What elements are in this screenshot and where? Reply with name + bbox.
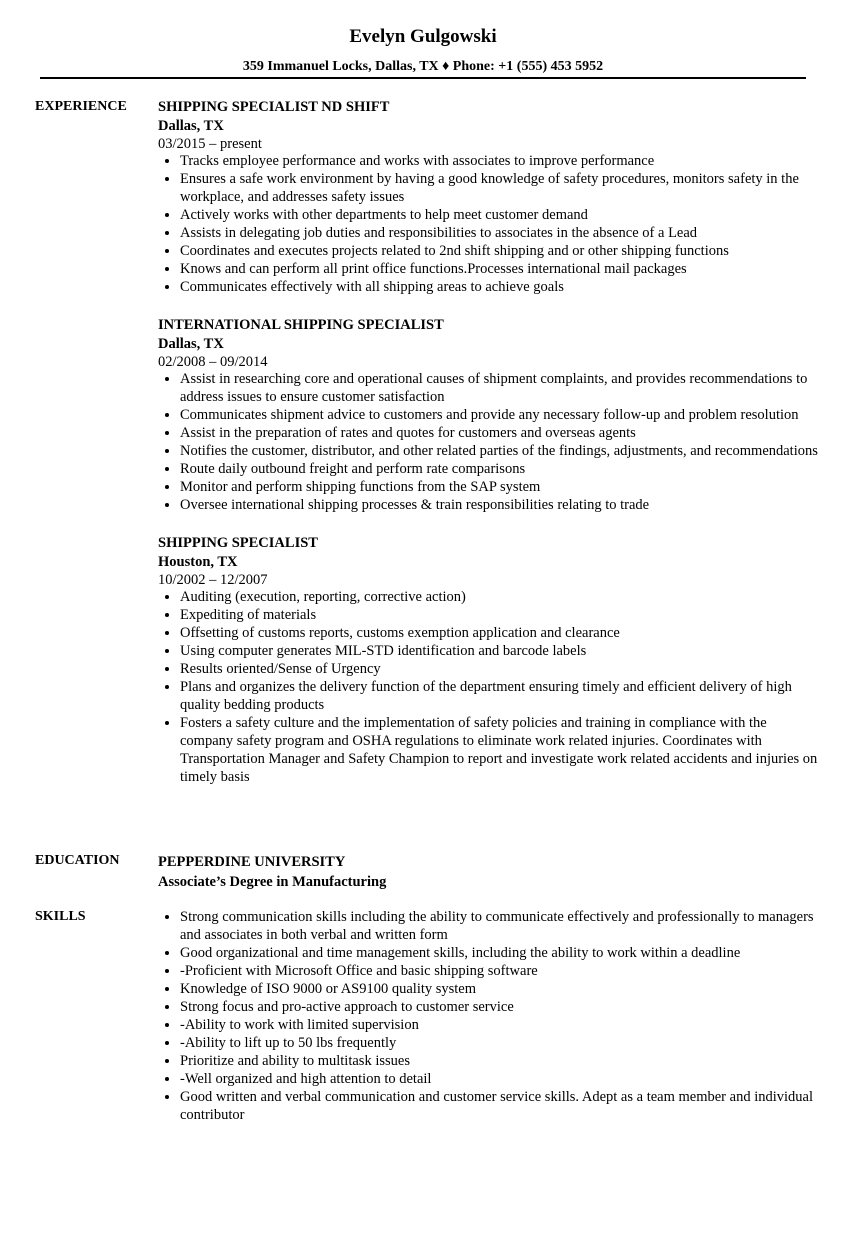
job-bullet: • Auditing (execution, reporting, corrective action) (180, 588, 818, 606)
skill-item: • Strong focus and pro-active approach to customer service (180, 998, 818, 1016)
experience-list (158, 98, 818, 806)
job-bullets (158, 370, 818, 514)
job-bullet: • Assist in the preparation of rates and quotes for customers and overseas agents (180, 424, 818, 442)
job-title: SHIPPING SPECIALIST (158, 535, 318, 551)
skill-item: • -Proficient with Microsoft Office and basic shipping software (180, 962, 818, 980)
education-body (158, 852, 818, 892)
school-name: PEPPERDINE UNIVERSITY (158, 854, 346, 870)
job-bullet: • Plans and organizes the delivery function of the department ensuring timely and efficient delivery of high quality bedding products (180, 678, 818, 714)
job-location: Houston, TX (158, 554, 238, 570)
skills-heading: SKILLS (35, 909, 86, 924)
job-dates: 03/2015 – present (158, 136, 262, 152)
job-title: INTERNATIONAL SHIPPING SPECIALIST (158, 317, 444, 333)
job-bullet: • Using computer generates MIL-STD identification and barcode labels (180, 642, 818, 660)
degree: Associate’s Degree in Manufacturing (158, 874, 387, 890)
skill-item: • Good organizational and time management skills, including the ability to work within a deadline (180, 944, 818, 962)
job-bullets (158, 588, 818, 786)
header-divider (40, 77, 806, 79)
job-bullet: • Actively works with other departments to help meet customer demand (180, 206, 818, 224)
skill-item: • Knowledge of ISO 9000 or AS9100 quality system (180, 980, 818, 998)
job-bullet: • Ensures a safe work environment by having a good knowledge of safety procedures, monitors safety in the workplace, and addresses safety issues (180, 170, 818, 206)
skill-item: • Good written and verbal communication and customer service skills. Adept as a team member and individual contributor (180, 1088, 818, 1124)
job-entry (158, 316, 818, 514)
skill-item: • Prioritize and ability to multitask issues (180, 1052, 818, 1070)
experience-heading: EXPERIENCE (35, 99, 127, 114)
job-bullet: • Monitor and perform shipping functions from the SAP system (180, 478, 818, 496)
job-dates: 02/2008 – 09/2014 (158, 354, 268, 370)
job-entry (158, 98, 818, 296)
job-bullet: • Notifies the customer, distributor, and other related parties of the findings, adjustments, and recommendations (180, 442, 818, 460)
skill-item: • -Well organized and high attention to detail (180, 1070, 818, 1088)
skill-item: • -Ability to lift up to 50 lbs frequently (180, 1034, 818, 1052)
job-bullet: • Communicates shipment advice to customers and provide any necessary follow-up and problem resolution (180, 406, 818, 424)
contact-line: 359 Immanuel Locks, Dallas, TX ♦ Phone: +1 (555) 453 5952 (242, 59, 604, 74)
education-heading: EDUCATION (35, 853, 120, 868)
job-location: Dallas, TX (158, 336, 224, 352)
skill-item: • -Ability to work with limited supervision (180, 1016, 818, 1034)
job-bullet: • Assist in researching core and operational causes of shipment complaints, and provides recommendations to address issues to ensure customer satisfaction (180, 370, 818, 406)
job-bullet: • Coordinates and executes projects related to 2nd shift shipping and or other shipping functions (180, 242, 818, 260)
job-bullet: • Results oriented/Sense of Urgency (180, 660, 818, 678)
skills-list (158, 908, 818, 1124)
job-location: Dallas, TX (158, 118, 224, 134)
job-dates: 10/2002 – 12/2007 (158, 572, 268, 588)
job-title: SHIPPING SPECIALIST ND SHIFT (158, 99, 390, 115)
job-bullet: • Expediting of materials (180, 606, 818, 624)
candidate-name: Evelyn Gulgowski (349, 26, 497, 47)
job-bullet: • Tracks employee performance and works with associates to improve performance (180, 152, 818, 170)
job-bullet: • Fosters a safety culture and the implementation of safety policies and training in compliance with the company safety program and OSHA regulations to eliminate work related injuries. Coordinates with Transportation Manager and Safety Champion to report and investigate work related accidents and injuries on timely basis (180, 714, 818, 786)
skill-item: • Strong communication skills including the ability to communicate effectively and professionally to managers and associates in both verbal and written form (180, 908, 818, 944)
job-bullet: • Oversee international shipping processes & train responsibilities relating to trade (180, 496, 818, 514)
job-entry (158, 534, 818, 786)
job-bullet: • Route daily outbound freight and perform rate comparisons (180, 460, 818, 478)
skills-body (158, 908, 818, 1124)
job-bullet: • Communicates effectively with all shipping areas to achieve goals (180, 278, 818, 296)
job-bullet: • Assists in delegating job duties and responsibilities to associates in the absence of a Lead (180, 224, 818, 242)
job-bullets (158, 152, 818, 296)
job-bullet: • Offsetting of customs reports, customs exemption application and clearance (180, 624, 818, 642)
job-bullet: • Knows and can perform all print office functions.Processes international mail packages (180, 260, 818, 278)
